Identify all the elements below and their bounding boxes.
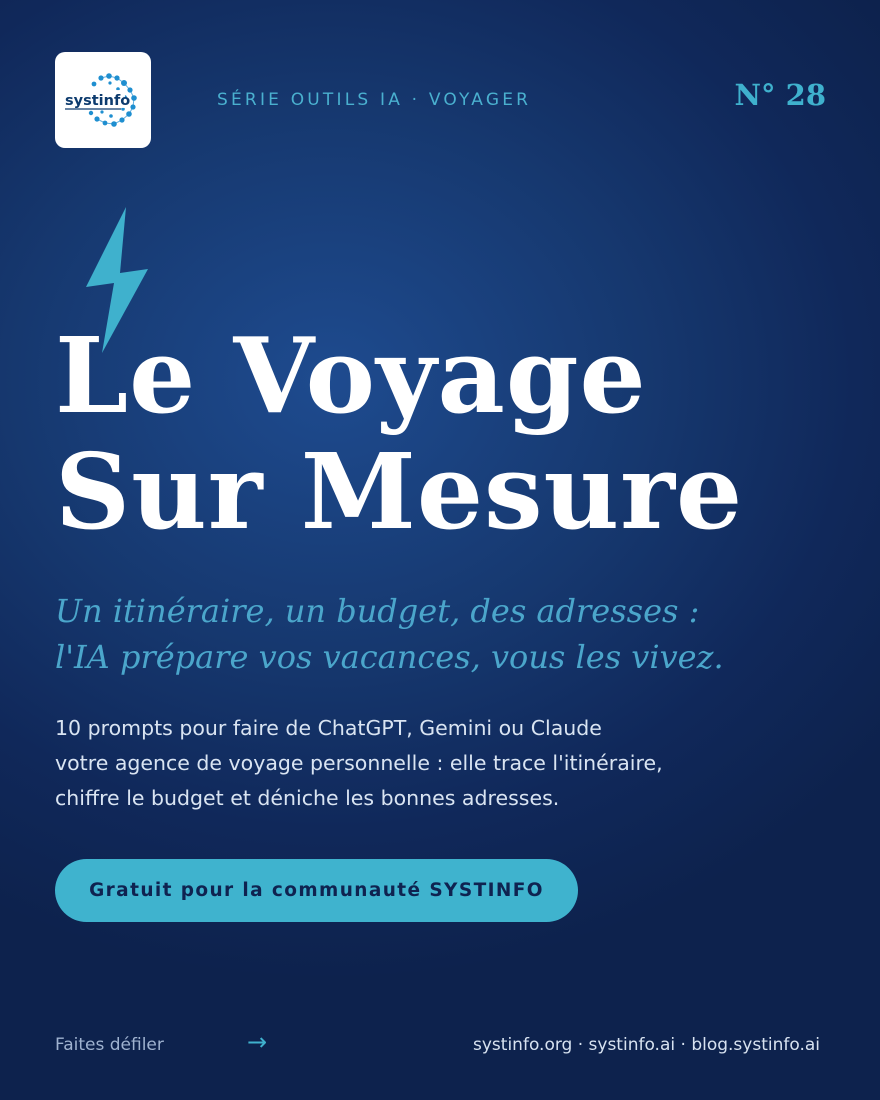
description-line-3: chiffre le budget et déniche les bonnes adresses.: [55, 786, 560, 810]
free-community-button[interactable]: Gratuit pour la communauté SYSTINFO: [55, 859, 578, 922]
logo-mark-icon: [55, 52, 151, 148]
logo-text: systinfo: [65, 93, 131, 109]
arrow-right-icon: →: [247, 1028, 268, 1056]
description-line-2: votre agence de voyage personnelle : elle trace l'itinéraire,: [55, 751, 663, 775]
systinfo-logo: [55, 52, 151, 148]
subtitle-line-1: Un itinéraire, un budget, des adresses :: [55, 592, 700, 630]
description: [55, 711, 663, 816]
subtitle: [55, 588, 724, 680]
title-line-1: Le Voyage: [55, 314, 647, 437]
footer-links: systinfo.org · systinfo.ai · blog.systinfo.ai: [473, 1035, 820, 1055]
description-line-1: 10 prompts pour faire de ChatGPT, Gemini ou Claude: [55, 716, 602, 740]
issue-number: N° 28: [734, 78, 826, 112]
scroll-hint: Faites défiler: [55, 1035, 164, 1055]
subtitle-line-2: l'IA prépare vos vacances, vous les vivez.: [55, 638, 724, 676]
title-line-2: Sur Mesure: [55, 430, 744, 553]
page-title: [55, 314, 744, 553]
series-label: SÉRIE OUTILS IA · VOYAGER: [217, 90, 532, 110]
